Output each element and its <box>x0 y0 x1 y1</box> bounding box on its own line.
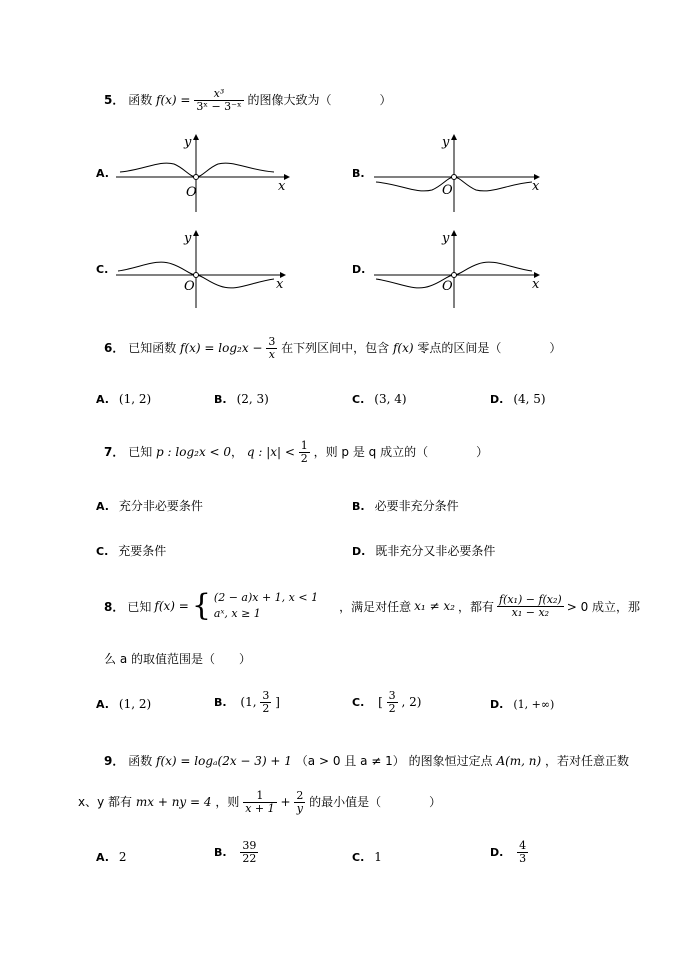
origin-label: O <box>186 185 197 200</box>
q5-suffix: 的图像大致为（ ） <box>247 93 392 107</box>
q9-prefix: 函数 <box>128 754 153 768</box>
q8-piecewise <box>214 590 318 622</box>
origin-label: O <box>442 279 453 294</box>
q5-graph-c[interactable] <box>114 226 294 311</box>
q8-fraction <box>497 594 564 619</box>
q7-p-condition: p : log₂x < 0 <box>156 445 232 459</box>
q7-option-b[interactable]: B. 必要非充分条件 <box>352 499 459 513</box>
y-label: y <box>184 231 192 246</box>
q5-option-d-label[interactable]: D. <box>352 263 366 276</box>
q5-func: f(x) = <box>156 93 191 107</box>
q8-brace: { <box>191 588 211 623</box>
q7-frac-den: 2 <box>300 452 308 465</box>
q6-prefix: 已知函数 <box>128 341 177 355</box>
origin-point <box>194 175 199 180</box>
q6-frac-den: x <box>268 348 275 361</box>
q8-stem-line2: 么 a 的取值范围是（ ） <box>104 652 251 666</box>
q8-option-d[interactable]: D. (1, +∞) <box>490 698 555 711</box>
origin-point <box>452 175 457 180</box>
q8-mid: ，满足对任意 <box>339 599 412 614</box>
y-label: y <box>442 135 450 150</box>
q6-suffix1: 在下列区间中，包含 <box>281 341 390 355</box>
q9-mid: 的图象恒过定点 <box>408 754 493 768</box>
q7-fraction <box>299 440 310 465</box>
origin-point <box>452 273 457 278</box>
q5-frac-num: x³ <box>194 88 243 101</box>
origin-point <box>194 273 199 278</box>
q5-fraction <box>194 88 243 113</box>
y-axis-arrow <box>451 134 457 140</box>
q9-number: 9． <box>104 754 125 768</box>
q8-frac-den: x₁ − x₂ <box>511 605 550 619</box>
q6-number: 6． <box>104 341 125 355</box>
q6-option-c[interactable]: C. (3, 4) <box>352 392 407 406</box>
y-label: y <box>184 135 192 150</box>
q5-graph-b[interactable] <box>372 130 552 215</box>
q5-graph-d[interactable] <box>372 226 552 311</box>
q9-option-c[interactable]: C. 1 <box>352 850 382 864</box>
q6-stem <box>104 336 561 361</box>
q7-option-d[interactable]: D. 既非充分又非必要条件 <box>352 544 496 558</box>
q7-option-c[interactable]: C. 充要条件 <box>96 544 167 558</box>
origin-label: O <box>442 183 453 198</box>
q8-func: f(x) = <box>154 599 189 613</box>
q6-option-b[interactable]: B. (2, 3) <box>214 392 269 406</box>
q7-number: 7． <box>104 445 125 459</box>
q9-option-b[interactable]: B. $\frac{39}{22}$ <box>214 839 257 865</box>
q8-prefix: 已知 <box>127 599 152 614</box>
q9-option-d[interactable]: D. $\frac{4}{3}$ <box>490 839 527 865</box>
q5-stem <box>104 88 392 113</box>
q5-frac-den: 3ˣ − 3⁻ˣ <box>196 100 242 113</box>
q9-fraction2: $\frac{2}{y}$ <box>296 789 304 815</box>
x-label: x <box>532 277 540 292</box>
q8-frac-num: f(x₁) − f(x₂) <box>498 592 562 606</box>
q6-option-a[interactable]: A. (1, 2) <box>96 392 152 406</box>
q5-option-b-label[interactable]: B. <box>352 167 365 180</box>
q6-func: f(x) = log₂x − <box>180 341 263 355</box>
q9-point: A(m, n) <box>496 754 542 768</box>
q8-cond: x₁ ≠ x₂ <box>414 599 455 613</box>
q5-option-c-label[interactable]: C. <box>96 263 109 276</box>
q9-line2b: ，则 <box>215 795 240 809</box>
y-axis-arrow <box>193 230 199 236</box>
q9-eq: mx + ny = 4 <box>135 795 212 809</box>
q8-option-a[interactable]: A. (1, 2) <box>96 697 152 711</box>
q8-case1: (2 − a)x + 1, x < 1 <box>213 591 319 604</box>
q8-number: 8． <box>104 599 125 614</box>
y-axis-arrow <box>451 230 457 236</box>
q9-tail: ，若对任意正数 <box>545 754 630 768</box>
q8-case2: aˣ, x ≥ 1 <box>213 607 261 620</box>
q9-func: f(x) = logₐ(2x − 3) + 1 <box>156 754 292 768</box>
q8-mid2: ，都有 <box>457 599 494 614</box>
x-label: x <box>276 277 284 292</box>
q7-frac-num: 1 <box>300 439 308 452</box>
q6-suffix2: 零点的区间是（ ） <box>417 341 562 355</box>
q5-option-a-label[interactable]: A. <box>96 167 109 180</box>
q9-fraction1: $\frac{1}{x + 1}$ <box>245 789 275 815</box>
q9-line2a: x、y 都有 <box>78 795 133 809</box>
q5-graph-a[interactable] <box>114 130 294 215</box>
q8-option-c[interactable]: C. [ $\frac{3}{2}$ , 2) <box>352 689 422 715</box>
q5-number: 5． <box>104 93 125 107</box>
q9-stem <box>104 752 629 769</box>
q6-frac-num: 3 <box>268 335 276 348</box>
q8-tail: > 0 成立，那 <box>566 599 641 614</box>
q9-stem-line2: x、y 都有 mx + ny = 4 ，则 $\frac{1}{x + 1}$ + $\frac{2}{y}$ 的最小值是（ ） <box>78 789 442 815</box>
y-label: y <box>442 231 450 246</box>
origin-label: O <box>184 279 195 294</box>
x-label: x <box>278 179 286 194</box>
q8-stem <box>104 590 640 622</box>
q7-q-condition: q : |x| < <box>246 445 295 459</box>
q5-prefix: 函数 <box>128 93 153 107</box>
x-label: x <box>532 179 540 194</box>
y-axis-arrow <box>193 134 199 140</box>
q6-option-d[interactable]: D. (4, 5) <box>490 392 546 406</box>
q9-cond: （a > 0 且 a ≠ 1） <box>295 754 405 768</box>
q7-prefix: 已知 <box>128 445 153 459</box>
q6-fx: f(x) <box>392 341 414 355</box>
q7-suffix: ，则 p 是 q 成立的（ ） <box>313 445 489 459</box>
q9-line2c: 的最小值是（ ） <box>309 795 442 809</box>
q6-fraction <box>266 336 277 361</box>
q7-stem: 7． 已知 p : log₂x < 0， q : |x| < $\frac{1}{2}$ ，则 p 是 q 成立的（ ） <box>104 439 489 465</box>
q8-option-b[interactable]: B. (1, $\frac{3}{2}$ ] <box>214 689 280 715</box>
q9-option-a[interactable]: A. 2 <box>96 850 127 864</box>
q7-option-a[interactable]: A. 充分非必要条件 <box>96 499 203 513</box>
